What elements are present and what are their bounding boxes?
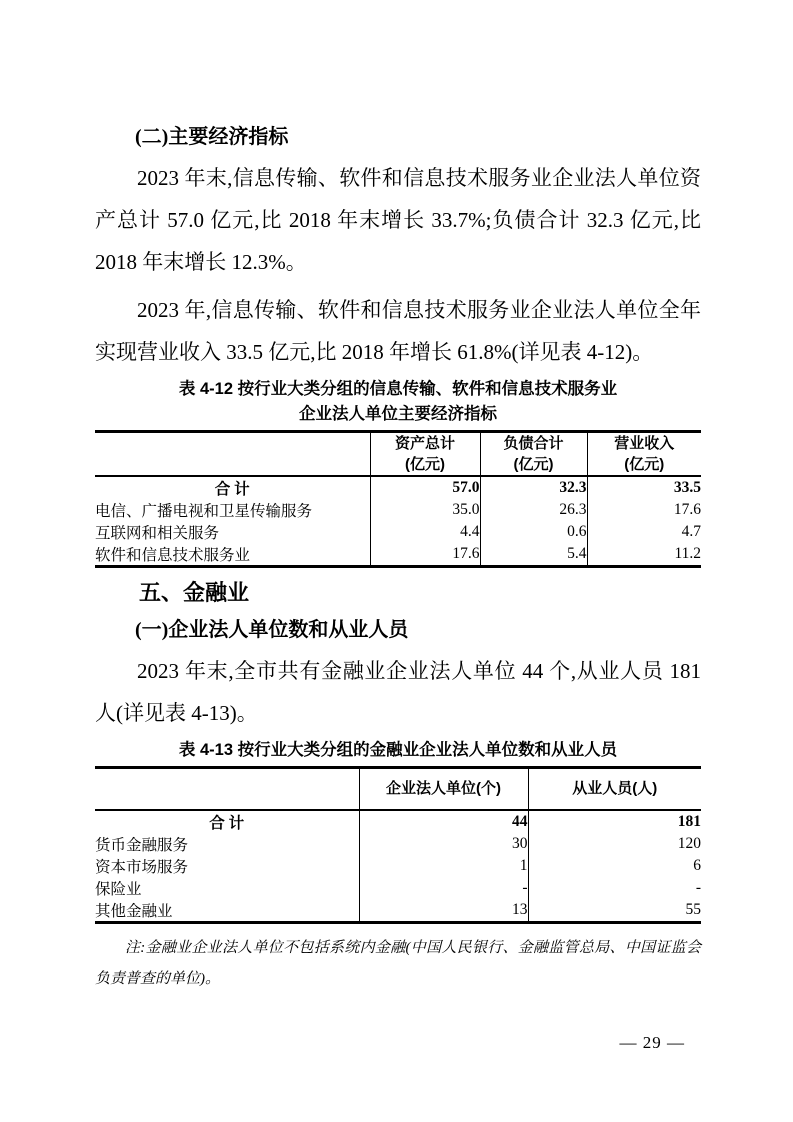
header-empty-cell [95,768,359,810]
table-row-telecom [95,499,701,521]
cell-value: 33.5 [587,476,701,499]
page-number: — 29 — [619,1033,685,1052]
header-total-assets [370,432,480,477]
table-4-12-header-row [95,432,701,477]
table-row-software [95,543,701,567]
section-heading-economic-indicators: (二)主要经济指标 [135,126,289,148]
cell-value: - [528,877,701,899]
header-line: 负债合计 [503,435,564,452]
table-row-total [95,810,701,833]
row-label: 保险业 [95,880,142,898]
cell-value: 6 [528,855,701,877]
header-line: (亿元) [513,456,554,473]
table-4-13 [95,766,701,924]
paragraph-finance-units: 2023 年末,全市共有金融业企业法人单位 44 个,从业人员 181 人(详见表 4-13)。 [95,659,701,725]
page-content [95,0,701,995]
header-line: (亿元) [405,456,445,473]
row-label: 合 计 [209,814,245,832]
cell-value: 32.3 [480,476,587,499]
header-empty-cell [95,432,370,477]
cell-value: 26.3 [480,499,587,521]
table-row-insurance [95,877,701,899]
header-total-liabilities [480,432,587,477]
section-heading-finance: 五、金融业 [139,580,250,605]
table-4-13-header-row [95,768,701,810]
cell-value: 17.6 [587,499,701,521]
cell-value: 120 [528,833,701,855]
cell-value: 4.4 [370,521,480,543]
table-row-capital-market [95,855,701,877]
header-line: 资产总计 [394,435,455,452]
cell-value: 44 [359,810,528,833]
table-4-13-title: 表 4-13 按行业大类分组的金融业企业法人单位数和从业人员 [178,741,618,759]
row-label: 互联网和相关服务 [95,525,220,542]
row-label: 软件和信息技术服务业 [95,547,251,564]
table-row-total [95,476,701,499]
sub-heading-legal-units-employees: (一)企业法人单位数和从业人员 [135,619,409,641]
cell-value: 17.6 [370,543,480,567]
paragraph-assets-liabilities: 2023 年末,信息传输、软件和信息技术服务业企业法人单位资产总计 57.0 亿元,比 2018 年末增长 33.7%;负债合计 32.3 亿元,比 2018 年末增长 12.3%。 [95,166,701,274]
row-label: 其他金融业 [95,902,173,920]
row-label: 合 计 [214,481,250,498]
paragraph-operating-revenue: 2023 年,信息传输、软件和信息技术服务业企业法人单位全年实现营业收入 33.5 亿元,比 2018 年增长 61.8%(详见表 4-12)。 [95,298,701,364]
header-operating-revenue [587,432,701,477]
header-employees: 从业人员(人) [528,768,701,810]
row-label: 货币金融服务 [95,836,189,854]
cell-value: 4.7 [587,521,701,543]
table-4-12-title-line1: 表 4-12 按行业大类分组的信息传输、软件和信息技术服务业 [178,380,618,398]
cell-value: - [359,877,528,899]
table-row-other-finance [95,899,701,923]
table-4-13-footnote: 注:金融业企业法人单位不包括系统内金融(中国人民银行、金融监管总局、中国证监会负责普查的单位)。 [95,939,701,987]
cell-value: 11.2 [587,543,701,567]
header-line: 营业收入 [614,435,675,452]
cell-value: 55 [528,899,701,923]
cell-value: 1 [359,855,528,877]
cell-value: 35.0 [370,499,480,521]
cell-value: 5.4 [480,543,587,567]
cell-value: 57.0 [370,476,480,499]
header-line: (亿元) [624,456,665,473]
table-row-internet [95,521,701,543]
table-4-12 [95,430,701,568]
cell-value: 30 [359,833,528,855]
table-4-12-title [95,377,701,427]
row-label: 电信、广播电视和卫星传输服务 [95,503,313,520]
cell-value: 0.6 [480,521,587,543]
header-legal-units: 企业法人单位(个) [359,768,528,810]
table-4-12-title-line2: 企业法人单位主要经济指标 [299,405,497,423]
table-row-monetary-finance [95,833,701,855]
row-label: 资本市场服务 [95,858,189,876]
cell-value: 13 [359,899,528,923]
cell-value: 181 [528,810,701,833]
